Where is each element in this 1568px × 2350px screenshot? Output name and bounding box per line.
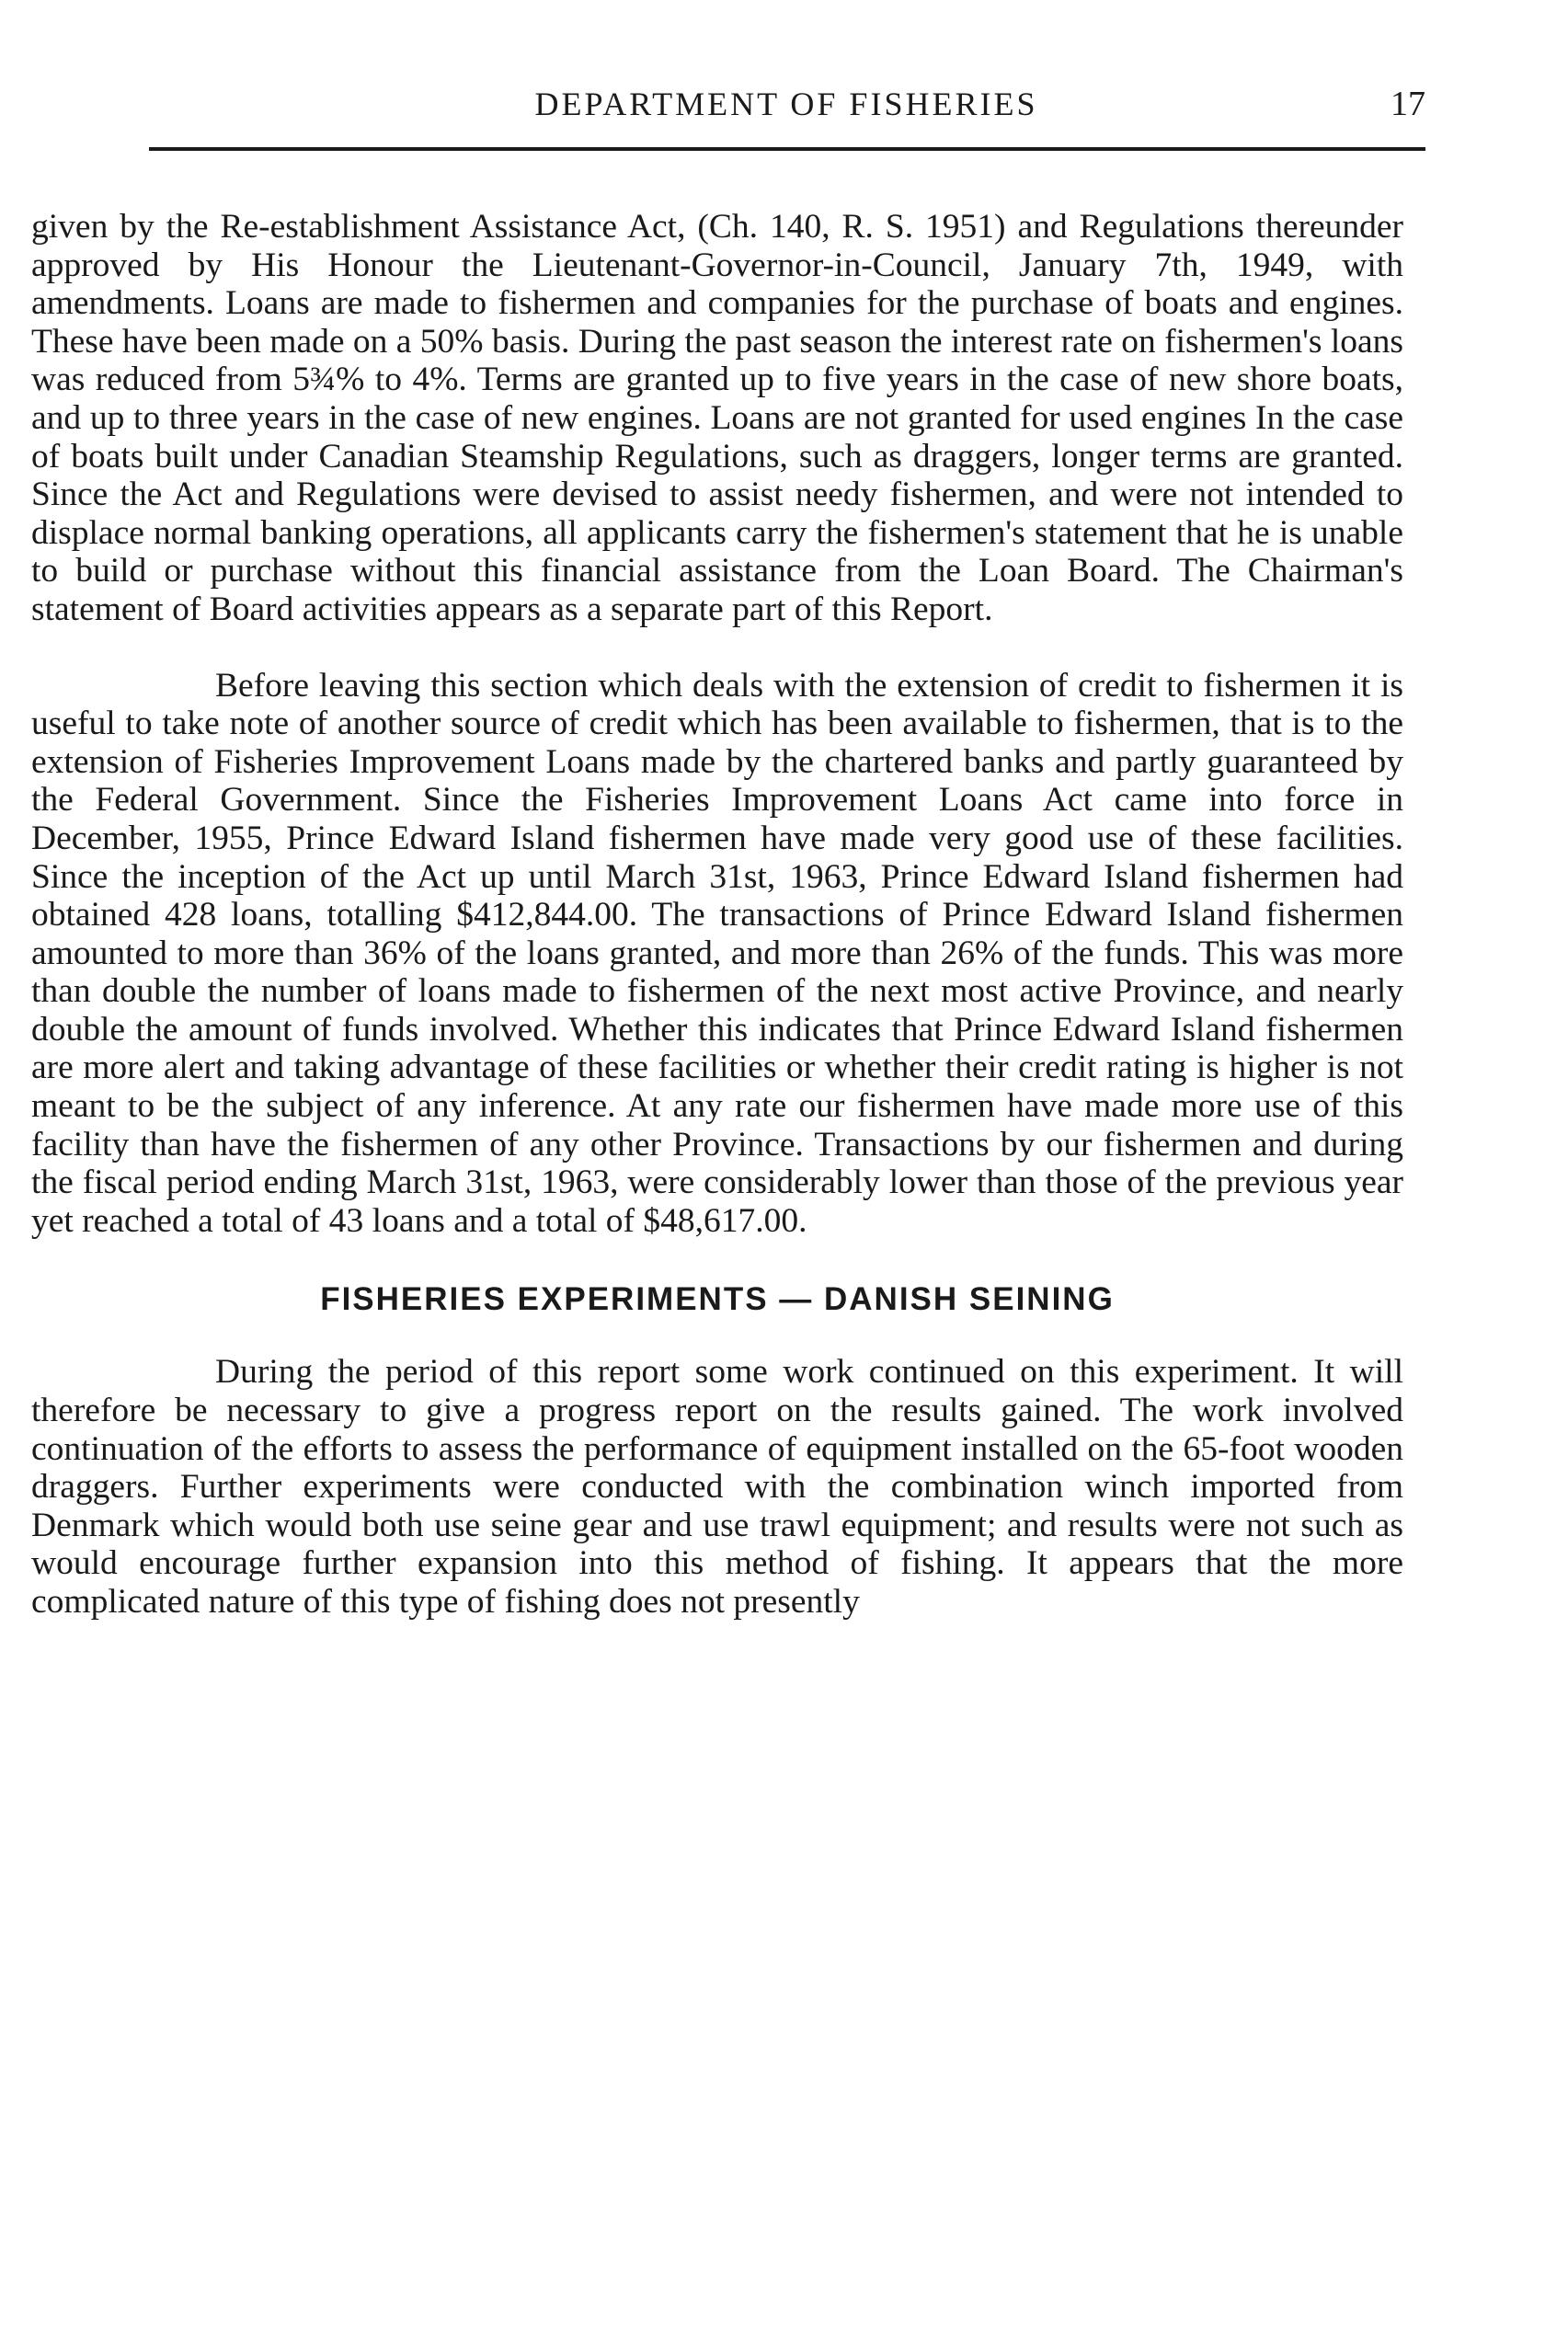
running-title: DEPARTMENT OF FISHERIES [534, 86, 1038, 122]
running-head [147, 81, 1425, 136]
header-rule [149, 147, 1425, 151]
paragraph-loan-board: given by the Re-establishment Assistance Act, (Ch. 140, R. S. 1951) and Regulations thereunder approved by His Honour the Lieutenant-Governor-in-Council, January 7th, 1949, with amendments. Loans are made to fishermen and companies for the purchase of boats and engines. These have been made on a 50% basis. During the past season the interest rate on fishermen's loans was reduced from 5¾% to 4%. Terms are granted up to five years in the case of new shore boats, and up to three years in the case of new engines. Loans are not granted for used engines In the case of boats built under Canadian Steamship Regulations, such as draggers, longer terms are granted. Since the Act and Regulations were devised to assist needy fishermen, and were not intended to displace normal banking operations, all applicants carry the fishermen's statement that he is unable to build or purchase without this financial assistance from the Loan Board. The Chairman's statement of Board activities appears as a separate part of this Report. [31, 208, 1403, 628]
body-text [31, 208, 1403, 1622]
paragraph-fisheries-improvement-loans: Before leaving this section which deals with the extension of credit to fishermen it is useful to take note of another source of credit which has been available to fishermen, that is to the extension of Fisheries Improvement Loans made by the chartered banks and partly guaranteed by the Federal Government. Since the Fisheries Improvement Loans Act came into force in December, 1955, Prince Edward Island fishermen have made very good use of these facilities. Since the inception of the Act up until March 31st, 1963, Prince Edward Island fishermen had obtained 428 loans, totalling $412,844.00. The transactions of Prince Edward Island fishermen amounted to more than 36% of the loans granted, and more than 26% of the funds. This was more than double the number of loans made to fishermen of the next most active Province, and nearly double the amount of funds involved. Whether this indicates that Prince Edward Island fishermen are more alert and taking advantage of these facilities or whether their credit rating is higher is not meant to be the subject of any inference. At any rate our fishermen have made more use of this facility than have the fishermen of any other Province. Transactions by our fishermen and during the fiscal period ending March 31st, 1963, were considerably lower than those of the previous year yet reached a total of 43 loans and a total of $48,617.00. [31, 666, 1403, 1240]
paragraph-danish-seining: During the period of this report some work continued on this experiment. It will therefore be necessary to give a progress report on the results gained. The work involved continuation of the efforts to assess the performance of equipment installed on the 65-foot wooden draggers. Further experiments were conducted with the combination winch imported from Denmark which would both use seine gear and use trawl equipment; and results were not such as would encourage further expansion into this method of fishing. It appears that the more complicated nature of this type of fishing does not presently [31, 1353, 1403, 1621]
section-heading: FISHERIES EXPERIMENTS — DANISH SEINING [320, 1281, 1115, 1318]
page-number: 17 [1391, 85, 1425, 123]
